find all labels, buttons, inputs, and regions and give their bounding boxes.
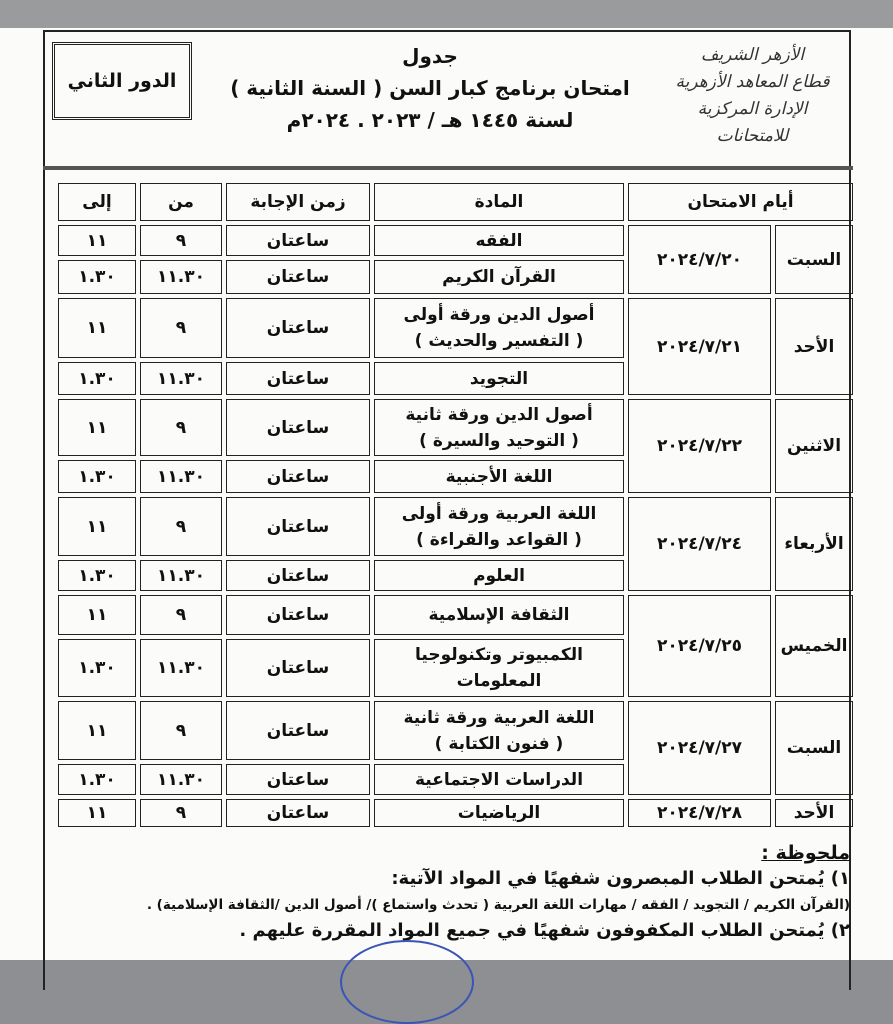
notes-heading: ملحوظة : <box>761 842 850 864</box>
subject-line: أصول الدين ورقة ثانية <box>405 404 593 425</box>
subject-cell <box>374 639 624 697</box>
day-cell: الأربعاء <box>775 497 853 591</box>
title-block <box>230 40 630 136</box>
from-time-cell: ١١.٣٠ <box>140 260 222 294</box>
from-time-cell: ٩ <box>140 225 222 256</box>
subject-cell <box>374 799 624 827</box>
day-cell: الأحد <box>775 298 853 395</box>
subject-line: العلوم <box>473 565 525 586</box>
table-row <box>58 497 853 556</box>
duration-cell: ساعتان <box>226 460 370 493</box>
subject-cell <box>374 497 624 556</box>
notes-section <box>60 842 850 946</box>
subject-line: التجويد <box>469 368 529 389</box>
subject-cell <box>374 460 624 493</box>
from-time-cell: ١١.٣٠ <box>140 764 222 795</box>
subject-line: الكمبيوتر وتكنولوجيا <box>415 645 583 665</box>
note-number: ١) <box>830 868 850 889</box>
subject-cell <box>374 764 624 795</box>
subject-line: القرآن الكريم <box>442 267 556 287</box>
day-cell: الاثنين <box>775 399 853 493</box>
from-time-cell: ١١.٣٠ <box>140 362 222 395</box>
subject-cell <box>374 399 624 456</box>
subject-cell <box>374 298 624 358</box>
subject-line: المعلومات <box>456 671 542 691</box>
to-time-cell: ١.٣٠ <box>58 460 136 493</box>
duration-cell: ساعتان <box>226 362 370 395</box>
table-row <box>58 595 853 635</box>
duration-cell: ساعتان <box>226 799 370 827</box>
official-stamp <box>340 940 474 1024</box>
year-line: لسنة ١٤٤٥ هـ / ٢٠٢٣ . ٢٠٢٤م <box>286 108 574 132</box>
table-row <box>58 225 853 256</box>
subject-line: ( فنون الكتابة ) <box>434 733 564 754</box>
duration-cell: ساعتان <box>226 399 370 456</box>
subject-cell <box>374 701 624 760</box>
duration-cell: ساعتان <box>226 764 370 795</box>
to-time-cell: ١.٣٠ <box>58 764 136 795</box>
scan-border <box>0 0 893 28</box>
table-row <box>58 399 853 456</box>
al-azhar-logo <box>660 42 845 150</box>
to-time-cell: ١١ <box>58 701 136 760</box>
subject-cell <box>374 362 624 395</box>
from-time-cell: ٩ <box>140 595 222 635</box>
from-time-cell: ٩ <box>140 701 222 760</box>
header-divider <box>43 166 853 170</box>
day-cell: السبت <box>775 225 853 294</box>
from-time-cell: ٩ <box>140 298 222 358</box>
date-cell: ٢٠٢٤/٧/٢٠ <box>628 225 771 294</box>
exam-schedule-table <box>54 179 857 831</box>
to-time-cell: ١.٣٠ <box>58 362 136 395</box>
date-cell: ٢٠٢٤/٧/٢٨ <box>628 799 771 827</box>
from-time-cell: ١١.٣٠ <box>140 639 222 697</box>
date-cell: ٢٠٢٤/٧/٢٢ <box>628 399 771 493</box>
subject-line: أصول الدين ورقة أولى <box>403 305 595 325</box>
col-header-duration: زمن الإجابة <box>226 183 370 221</box>
duration-cell: ساعتان <box>226 225 370 256</box>
from-time-cell: ١١.٣٠ <box>140 560 222 591</box>
duration-cell: ساعتان <box>226 260 370 294</box>
day-cell: الخميس <box>775 595 853 697</box>
day-cell: الأحد <box>775 799 853 827</box>
date-cell: ٢٠٢٤/٧/٢٧ <box>628 701 771 795</box>
duration-cell: ساعتان <box>226 701 370 760</box>
duration-cell: ساعتان <box>226 298 370 358</box>
subject-cell <box>374 225 624 256</box>
note-text: يُمتحن الطلاب المبصرون شفهيًا في المواد الآتية: <box>391 868 825 889</box>
subject-cell <box>374 260 624 294</box>
subject-line: اللغة الأجنبية <box>445 466 553 487</box>
subject-line: اللغة العربية ورقة ثانية <box>403 707 595 728</box>
to-time-cell: ١.٣٠ <box>58 560 136 591</box>
subject-line: ( التفسير والحديث ) <box>414 331 584 351</box>
note-subtext: (القرآن الكريم / التجويد / الفقه / مهارات اللغة العربية ( تحدث واستماع )/ أصول الدين /الثقافة الإسلامية) . <box>146 897 850 913</box>
to-time-cell: ١١ <box>58 799 136 827</box>
subject-line: ( التوحيد والسيرة ) <box>419 430 579 451</box>
duration-cell: ساعتان <box>226 639 370 697</box>
col-header-from: من <box>140 183 222 221</box>
table-row <box>58 799 853 827</box>
subject-cell <box>374 560 624 591</box>
subject-line: اللغة العربية ورقة أولى <box>401 503 597 524</box>
col-header-days: أيام الامتحان <box>628 183 853 221</box>
table-row <box>58 298 853 358</box>
note-item <box>60 864 850 894</box>
duration-cell: ساعتان <box>226 595 370 635</box>
date-cell: ٢٠٢٤/٧/٢٥ <box>628 595 771 697</box>
subject-line: الدراسات الاجتماعية <box>414 769 584 790</box>
table-header-row <box>58 183 853 221</box>
round-label: الدور الثاني <box>67 70 177 92</box>
day-cell: السبت <box>775 701 853 795</box>
from-time-cell: ٩ <box>140 497 222 556</box>
logo-line: الإدارة المركزية للامتحانات <box>697 99 808 146</box>
to-time-cell: ١.٣٠ <box>58 639 136 697</box>
round-label-box <box>52 42 192 120</box>
from-time-cell: ٩ <box>140 799 222 827</box>
to-time-cell: ١.٣٠ <box>58 260 136 294</box>
to-time-cell: ١١ <box>58 225 136 256</box>
subject-line: ( القواعد والقراءة ) <box>416 529 582 550</box>
subject-line: الفقه <box>475 230 523 251</box>
col-header-to: إلى <box>58 183 136 221</box>
note-text: يُمتحن الطلاب المكفوفون شفهيًا في جميع المواد المقررة عليهم . <box>239 920 825 941</box>
duration-cell: ساعتان <box>226 560 370 591</box>
from-time-cell: ١١.٣٠ <box>140 460 222 493</box>
to-time-cell: ١١ <box>58 399 136 456</box>
logo-line: الأزهر الشريف <box>700 45 805 65</box>
note-item <box>60 916 850 946</box>
to-time-cell: ١١ <box>58 595 136 635</box>
date-cell: ٢٠٢٤/٧/٢٤ <box>628 497 771 591</box>
duration-cell: ساعتان <box>226 497 370 556</box>
subject-line: الرياضيات <box>457 803 541 823</box>
to-time-cell: ١١ <box>58 298 136 358</box>
col-header-subject: المادة <box>374 183 624 221</box>
from-time-cell: ٩ <box>140 399 222 456</box>
logo-line: قطاع المعاهد الأزهرية <box>675 72 830 92</box>
note-number: ٢) <box>830 920 850 941</box>
date-cell: ٢٠٢٤/٧/٢١ <box>628 298 771 395</box>
page-title: جدول <box>402 44 458 68</box>
to-time-cell: ١١ <box>58 497 136 556</box>
table-row <box>58 701 853 760</box>
subject-cell <box>374 595 624 635</box>
page-subtitle: امتحان برنامج كبار السن ( السنة الثانية ) <box>230 76 630 100</box>
subject-line: الثقافة الإسلامية <box>428 605 570 625</box>
